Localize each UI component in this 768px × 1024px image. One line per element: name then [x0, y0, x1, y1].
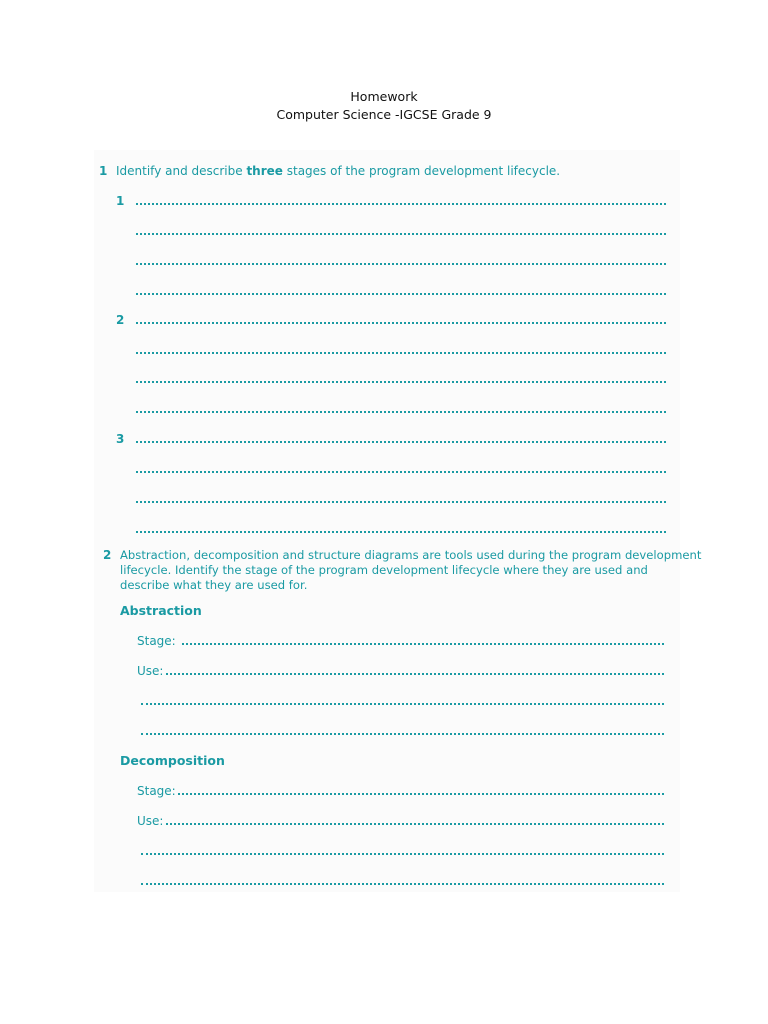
question-1-text-start: Identify and describe	[116, 164, 247, 178]
section-heading-abstraction: Abstraction	[120, 603, 202, 618]
page-subtitle: Computer Science -IGCSE Grade 9	[276, 107, 492, 122]
question-2-line-1: Abstraction, decomposition and structure diagrams are tools used during the program development	[120, 548, 702, 562]
answer-line[interactable]	[136, 293, 666, 295]
question-1-text	[116, 164, 560, 178]
answer-line[interactable]	[141, 703, 664, 705]
answer-line[interactable]	[136, 411, 666, 413]
answer-line[interactable]	[141, 883, 664, 885]
answer-line[interactable]	[136, 233, 666, 235]
answer-item-3-number: 3	[116, 432, 125, 446]
answer-line[interactable]	[136, 381, 666, 383]
page-title: Homework	[350, 89, 418, 104]
answer-line[interactable]	[136, 441, 666, 443]
use-label: Use:	[137, 814, 164, 828]
question-2-number: 2	[103, 548, 112, 562]
question-1-emphasis: three	[246, 164, 283, 178]
answer-line[interactable]	[136, 471, 666, 473]
answer-line[interactable]	[136, 322, 666, 324]
worksheet-panel	[94, 150, 680, 892]
answer-line[interactable]	[141, 853, 664, 855]
question-2-line-3: describe what they are used for.	[120, 578, 308, 592]
question-1-text-end: stages of the program development lifecycle.	[282, 164, 561, 178]
answer-item-1-number: 1	[116, 194, 125, 208]
answer-line[interactable]	[136, 263, 666, 265]
answer-line[interactable]	[141, 733, 664, 735]
question-2-line-2: lifecycle. Identify the stage of the program development lifecycle where they are used and	[120, 563, 648, 577]
answer-line[interactable]	[136, 203, 666, 205]
stage-label: Stage:	[137, 784, 176, 798]
answer-line[interactable]	[136, 501, 666, 503]
use-answer-line[interactable]	[166, 673, 664, 675]
answer-item-2-number: 2	[116, 313, 125, 327]
use-label: Use:	[137, 664, 164, 678]
answer-line[interactable]	[136, 531, 666, 533]
stage-label: Stage:	[137, 634, 176, 648]
answer-line[interactable]	[136, 352, 666, 354]
stage-answer-line[interactable]	[178, 793, 664, 795]
question-1-number: 1	[99, 164, 108, 178]
use-answer-line[interactable]	[166, 823, 664, 825]
stage-answer-line[interactable]	[182, 643, 664, 645]
section-heading-decomposition: Decomposition	[120, 753, 225, 768]
